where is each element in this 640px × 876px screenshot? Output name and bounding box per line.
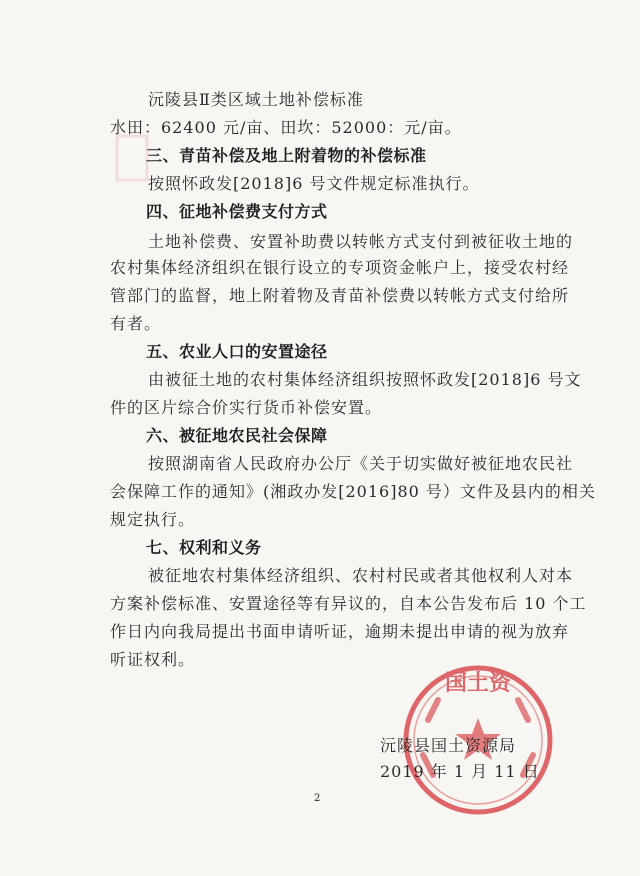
paragraph-line: 管部门的监督，地上附着物及青苗补偿费以转帐方式支付给所 [110, 286, 570, 305]
paragraph-line: 水田：62400 元/亩、田坎：52000：元/亩。 [110, 118, 462, 137]
paragraph-line: 沅陵县Ⅱ类区域土地补偿标准 [148, 90, 364, 109]
paragraph-line: 按照湖南省人民政府办公厅《关于切实做好被征地农民社 [148, 454, 574, 473]
section-heading: 三、青苗补偿及地上附着物的补偿标准 [146, 146, 427, 165]
paragraph-line: 会保障工作的通知》(湘政办发[2016]80 号）文件及县内的相关 [110, 482, 596, 501]
page-number: 2 [314, 793, 321, 804]
paragraph-line: 土地补偿费、安置补助费以转帐方式支付到被征收土地的 [148, 232, 574, 251]
paragraph-line: 件的区片综合价实行货币补偿安置。 [110, 398, 383, 417]
paragraph-line: 作日内向我局提出书面申请听证，逾期未提出申请的视为放弃 [110, 622, 570, 641]
signature-org: 沅陵县国土资源局 [380, 736, 517, 755]
section-heading: 六、被征地农民社会保障 [146, 426, 328, 445]
section-heading: 五、农业人口的安置途径 [146, 342, 328, 361]
paragraph-line: 由被征土地的农村集体经济组织按照怀政发[2018]6 号文 [148, 370, 582, 389]
paragraph-line: 有者。 [110, 314, 162, 333]
svg-text:国土资: 国土资 [444, 671, 512, 696]
paragraph-line: 方案补偿标准、安置途径等有异议的，自本公告发布后 10 个工 [110, 594, 587, 613]
signature-date: 2019 年 1 月 11 日 [380, 762, 540, 781]
paragraph-line: 农村集体经济组织在银行设立的专项资金帐户上，接受农村经 [110, 258, 570, 277]
section-heading: 四、征地补偿费支付方式 [146, 202, 328, 221]
paragraph-line: 规定执行。 [110, 510, 196, 529]
paragraph-line: 按照怀政发[2018]6 号文件规定标准执行。 [148, 174, 480, 193]
paragraph-line: 听证权利。 [110, 650, 196, 669]
paragraph-line: 被征地农村集体经济组织、农村村民或者其他权利人对本 [148, 566, 574, 585]
section-heading: 七、权利和义务 [146, 538, 262, 557]
